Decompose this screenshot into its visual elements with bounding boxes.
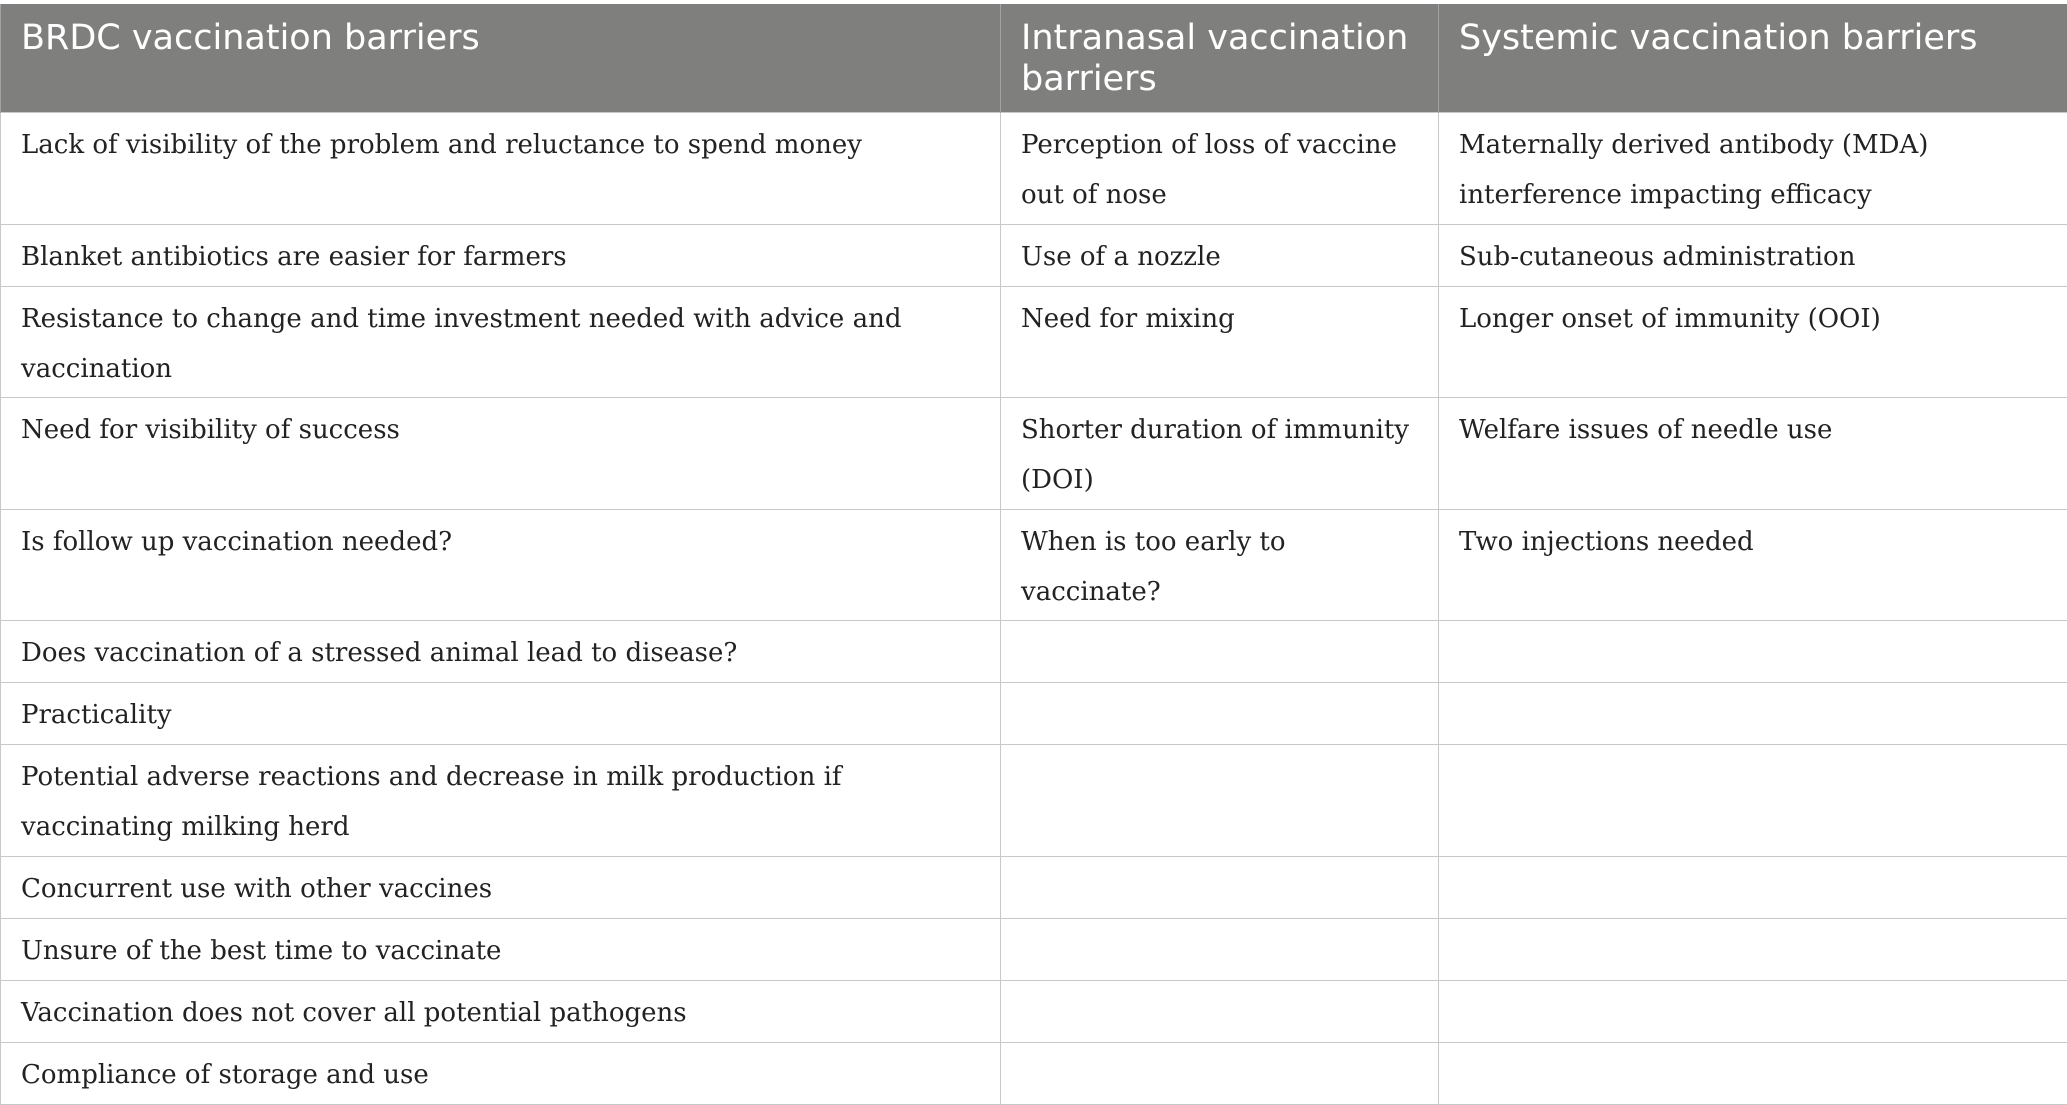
- table-cell: Compliance of storage and use: [1, 1043, 1001, 1105]
- table-cell: Vaccination does not cover all potential pathogens: [1, 981, 1001, 1043]
- table-cell: Practicality: [1, 683, 1001, 745]
- table-cell: Lack of visibility of the problem and reluctance to spend money: [1, 113, 1001, 225]
- table-cell: Perception of loss of vaccine out of nose: [1001, 113, 1439, 225]
- table-row: [1, 981, 2067, 1043]
- table-row: [1, 621, 2067, 683]
- vaccination-barriers-table: [0, 4, 2067, 1105]
- table-cell: Need for visibility of success: [1, 398, 1001, 510]
- table-cell: Use of a nozzle: [1001, 225, 1439, 287]
- table-cell: Unsure of the best time to vaccinate: [1, 919, 1001, 981]
- header-brdc-barriers: BRDC vaccination barriers: [1, 4, 1001, 113]
- table-cell: Is follow up vaccination needed?: [1, 510, 1001, 621]
- table-cell: Welfare issues of needle use: [1439, 398, 2067, 510]
- table-cell: [1439, 1043, 2067, 1105]
- table-cell: [1001, 683, 1439, 745]
- barriers-table-container: [0, 4, 2067, 1105]
- table-row: [1, 113, 2067, 225]
- table-header: [1, 4, 2067, 113]
- table-cell: [1001, 1043, 1439, 1105]
- table-cell: [1439, 745, 2067, 857]
- table-cell: [1439, 857, 2067, 919]
- table-cell: [1001, 857, 1439, 919]
- table-cell: [1001, 621, 1439, 683]
- table-cell: [1439, 683, 2067, 745]
- header-intranasal-barriers: Intranasal vaccination barriers: [1001, 4, 1439, 113]
- table-cell: Blanket antibiotics are easier for farmers: [1, 225, 1001, 287]
- table-body: [1, 113, 2067, 1105]
- table-cell: Shorter duration of immunity (DOI): [1001, 398, 1439, 510]
- table-row: [1, 510, 2067, 621]
- table-row: [1, 287, 2067, 398]
- table-cell: Sub-cutaneous administration: [1439, 225, 2067, 287]
- header-systemic-barriers: Systemic vaccination barriers: [1439, 4, 2067, 113]
- table-cell: [1439, 919, 2067, 981]
- table-cell: Resistance to change and time investment needed with advice and vaccination: [1, 287, 1001, 398]
- table-row: [1, 225, 2067, 287]
- table-row: [1, 398, 2067, 510]
- table-row: [1, 857, 2067, 919]
- table-row: [1, 919, 2067, 981]
- header-row: [1, 4, 2067, 113]
- table-row: [1, 1043, 2067, 1105]
- table-row: [1, 683, 2067, 745]
- table-cell: Two injections needed: [1439, 510, 2067, 621]
- table-cell: [1439, 621, 2067, 683]
- table-cell: When is too early to vaccinate?: [1001, 510, 1439, 621]
- table-cell: Longer onset of immunity (OOI): [1439, 287, 2067, 398]
- table-cell: Does vaccination of a stressed animal lead to disease?: [1, 621, 1001, 683]
- table-cell: [1001, 745, 1439, 857]
- table-cell: Need for mixing: [1001, 287, 1439, 398]
- table-cell: [1001, 919, 1439, 981]
- table-cell: [1439, 981, 2067, 1043]
- table-cell: Maternally derived antibody (MDA) interference impacting efficacy: [1439, 113, 2067, 225]
- table-cell: Potential adverse reactions and decrease in milk production if vaccinating milking herd: [1, 745, 1001, 857]
- table-cell: Concurrent use with other vaccines: [1, 857, 1001, 919]
- table-row: [1, 745, 2067, 857]
- table-cell: [1001, 981, 1439, 1043]
